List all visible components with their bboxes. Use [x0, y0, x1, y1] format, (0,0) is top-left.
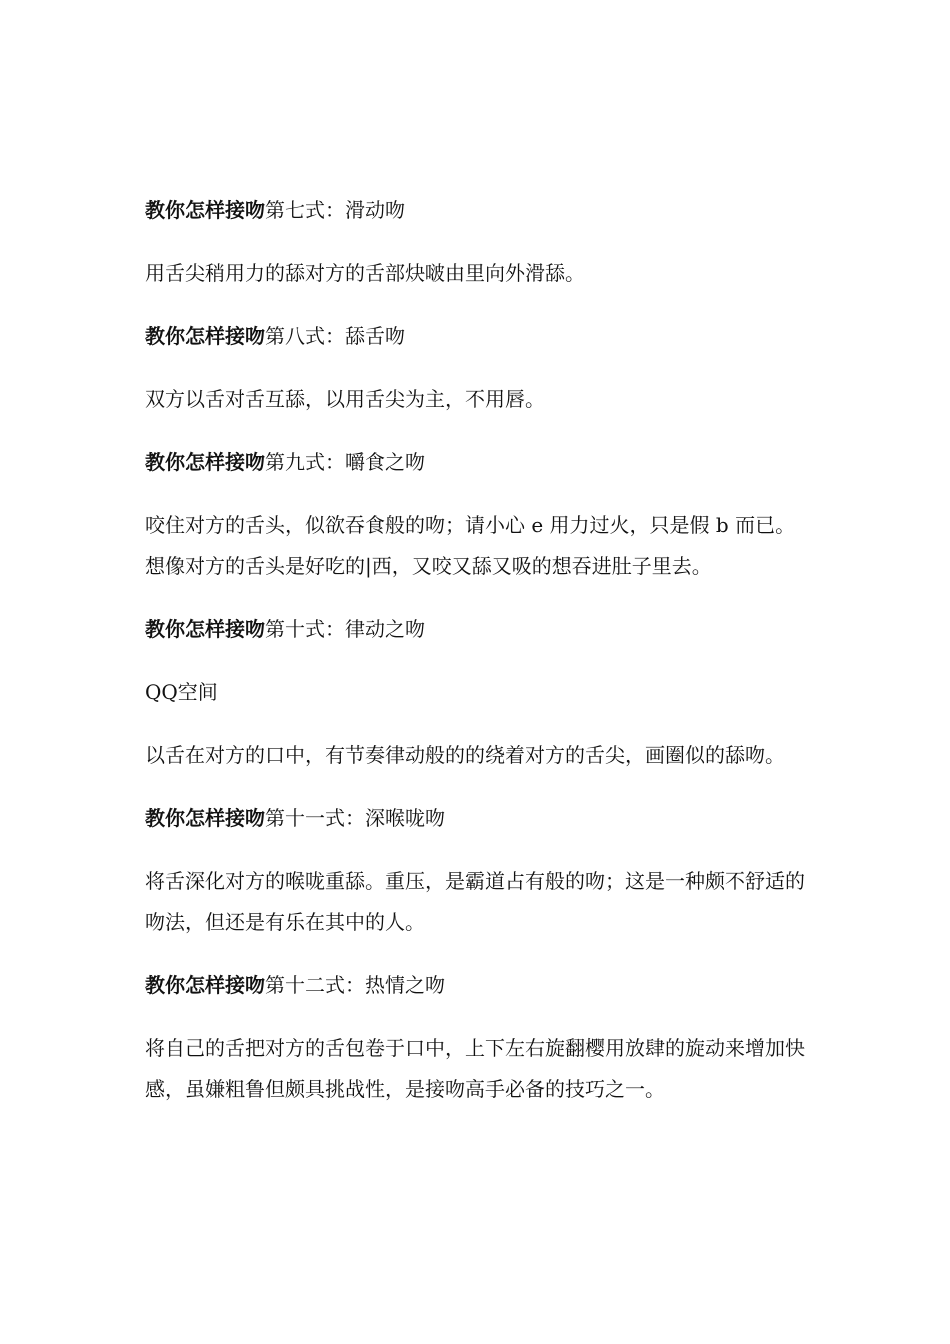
heading-title: 第九式：嚼食之吻 [265, 450, 425, 474]
body-paragraph: 双方以舌对舌互舔，以用舌尖为主，不用唇。 [145, 387, 545, 411]
body-paragraph: 用舌尖稍用力的舔对方的舌部炔啵由里向外滑舔。 [145, 261, 585, 285]
heading-bold-prefix: 教你怎样接吻 [145, 617, 265, 641]
heading-bold-prefix: 教你怎样接吻 [145, 324, 265, 348]
section-heading-10 [145, 609, 810, 650]
heading-title: 第七式：滑动吻 [265, 198, 405, 222]
section-heading-12 [145, 965, 810, 1006]
heading-bold-prefix: 教你怎样接吻 [145, 806, 265, 830]
heading-title: 第八式：舔舌吻 [265, 324, 405, 348]
section-heading-9 [145, 442, 810, 483]
body-paragraph: 将自己的舌把对方的舌包卷于口中，上下左右旋翻樱用放肆的旋动来增加快感，虽嫌粗鲁但颇具挑战性，是接吻高手必备的技巧之一。 [145, 1036, 805, 1101]
body-paragraph: 咬住对方的舌头，似欲吞食般的吻；请小心 e 用力过火，只是假 b 而已。想像对方的舌头是好吃的|西，又咬又舔又吸的想吞进肚子里去。 [145, 513, 796, 578]
heading-bold-prefix: 教你怎样接吻 [145, 973, 265, 997]
heading-bold-prefix: 教你怎样接吻 [145, 450, 265, 474]
document-body [145, 190, 810, 1132]
body-paragraph: QQ空间 [145, 680, 218, 704]
heading-bold-prefix: 教你怎样接吻 [145, 198, 265, 222]
section-heading-11 [145, 798, 810, 839]
section-heading-8 [145, 316, 810, 357]
body-paragraph: 将舌深化对方的喉咙重舔。重压，是霸道占有般的吻；这是一种颇不舒适的吻法，但还是有乐在其中的人。 [145, 869, 805, 934]
heading-title: 第十二式：热情之吻 [265, 973, 445, 997]
heading-title: 第十式：律动之吻 [265, 617, 425, 641]
body-paragraph: 以舌在对方的口中，有节奏律动般的的绕着对方的舌尖，画圈似的舔吻。 [145, 743, 785, 767]
section-heading-7 [145, 190, 810, 231]
heading-title: 第十一式：深喉咙吻 [265, 806, 445, 830]
